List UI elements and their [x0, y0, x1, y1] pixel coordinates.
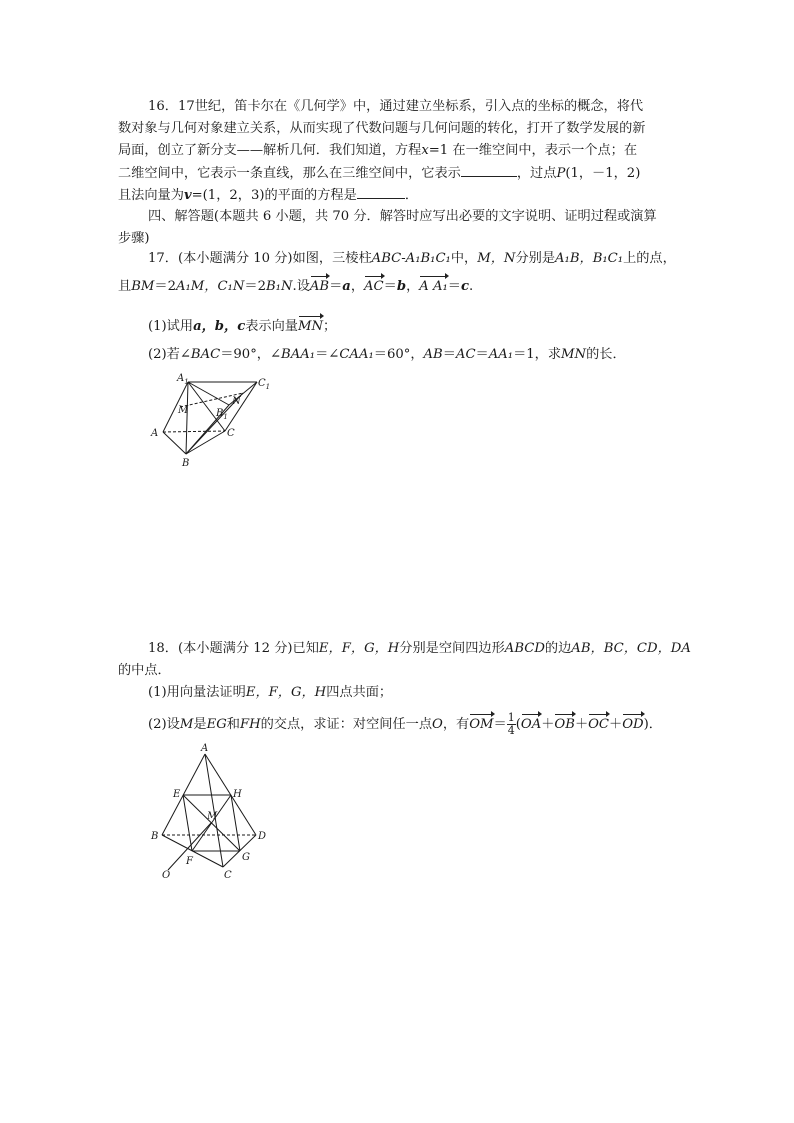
- q16-line3: 局面，创立了新分支——解析几何．我们知道，方程x=1 在一维空间中，表示一个点；在: [118, 143, 638, 158]
- q17-line1: 17．(本小题满分 10 分)如图，三棱柱ABC-A₁B₁C₁中，M，N分别是A₁B，B₁C₁上的点，: [148, 251, 676, 266]
- q18-line2: 的中点．: [118, 663, 171, 678]
- vector-oc: OC: [588, 717, 610, 732]
- q17-part1: (1)试用a，b，c表示向量MN；: [148, 319, 337, 334]
- q17-part2: (2)若∠BAC＝90°，∠BAA₁＝∠CAA₁＝60°，AB＝AC＝AA₁＝1，求MN的长．: [148, 347, 626, 362]
- q18-part1: (1)用向量法证明E，F，G，H四点共面；: [148, 685, 393, 700]
- label-d: D: [258, 831, 267, 842]
- label-b1: $B_1$: [216, 408, 228, 421]
- label-a: A: [201, 743, 209, 754]
- vector-mn: MN: [297, 319, 324, 334]
- answer-blank-2[interactable]: [357, 186, 405, 199]
- section-heading-cont: 步骤): [118, 231, 150, 246]
- quadrilateral-figure: [148, 742, 278, 882]
- vector-oa: OA: [520, 717, 542, 732]
- vector-ab: AB: [309, 279, 330, 294]
- label-e: E: [173, 789, 181, 800]
- label-c: C: [224, 870, 232, 881]
- label-m: M: [207, 811, 218, 822]
- section-heading: 四、解答题(本题共 6 小题，共 70 分．解答时应写出必要的文字说明、证明过程或演算: [148, 209, 657, 224]
- vector-ob: OB: [554, 717, 575, 732]
- prism-figure: [145, 370, 285, 470]
- label-c: C: [227, 428, 235, 439]
- label-b: B: [151, 831, 159, 842]
- label-b: B: [182, 458, 190, 469]
- label-o: O: [162, 870, 171, 881]
- label-a: A: [151, 428, 159, 439]
- q16-line1: 16．17世纪，笛卡尔在《几何学》中，通过建立坐标系，引入点的坐标的概念，将代: [148, 99, 644, 114]
- vector-od: OD: [622, 717, 644, 732]
- answer-blank-1[interactable]: [461, 164, 517, 177]
- q16-line2: 数对象与几何对象建立关系，从而实现了代数问题与几何问题的转化，打开了数学发展的新: [118, 121, 646, 136]
- q16-line5: 且法向量为v=(1，2，3)的平面的方程是 ．: [118, 188, 418, 203]
- label-a1: $A_1$: [177, 373, 189, 386]
- label-c1: $C_1$: [258, 378, 271, 391]
- vector-ac: AC: [364, 279, 384, 294]
- q16-line4: 二维空间中，它表示一条直线，那么在三维空间中，它表示 ，过点P(1，－1，2): [118, 166, 641, 181]
- fraction-one-quarter: $\frac{1}{4}$: [507, 711, 515, 737]
- label-n: N: [232, 396, 241, 407]
- q18-line1: 18．(本小题满分 12 分)已知E，F，G，H分别是空间四边形ABCD的边AB，BC，CD，DA: [148, 641, 691, 656]
- q18-part2: (2)设M是EG和FH的交点，求证：对空间任一点O，有OM＝ $\frac{1}{4}$ (OA＋OB＋OC＋OD)．: [148, 711, 662, 737]
- label-g: G: [242, 852, 250, 863]
- vector-om: OM: [469, 717, 494, 732]
- vector-aa1: A A₁: [419, 279, 448, 294]
- label-m: M: [178, 405, 189, 416]
- label-h: H: [233, 789, 242, 800]
- q17-line2: 且BM＝2A₁M，C₁N＝2B₁N.设AB＝a，AC＝b，A A₁＝c.: [118, 279, 474, 294]
- label-f: F: [186, 856, 193, 867]
